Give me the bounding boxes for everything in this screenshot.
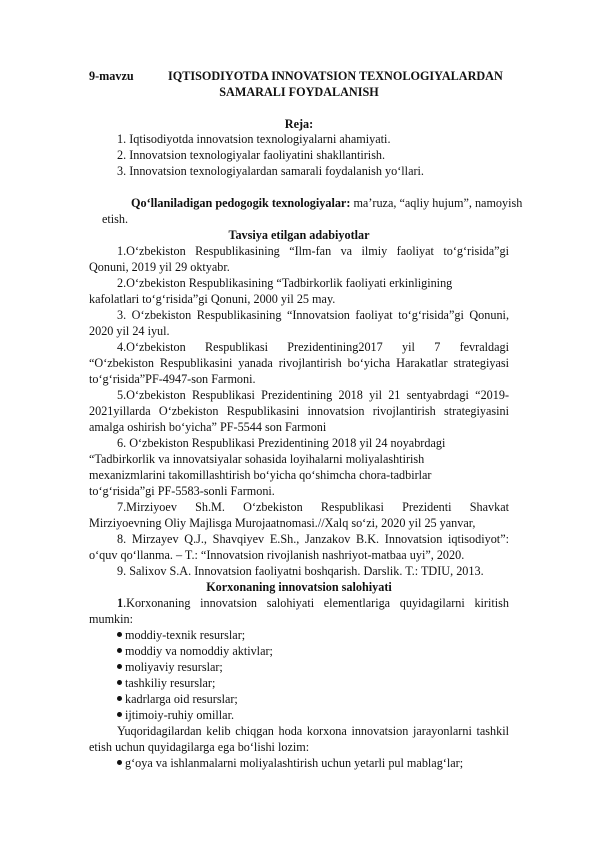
list-item (117, 756, 463, 771)
list-item-text: ijtimoiy-ruhiy omillar. (125, 708, 235, 722)
lit-line: mexanizmlarini takomillashtirish bo‘yicha qo‘shimcha chora-tadbirlar (89, 468, 432, 482)
section-heading: Korxonaning innovatsion salohiyati (206, 580, 392, 594)
list-item (117, 692, 238, 707)
lit-line: 2021yillarda O‘zbekiston Respublikasini innovatsion rivojlantirish strategiyasini (89, 404, 509, 418)
list-item (117, 708, 234, 723)
literature-heading: Tavsiya etilgan adabiyotlar (228, 228, 370, 242)
lit-line: Qonuni, 2019 yil 29 oktyabr. (89, 260, 230, 274)
lit-line: amalga oshirish bo‘yicha” PF-5544 son Farmoni (89, 420, 327, 434)
bullet-icon (117, 696, 122, 701)
topic-title-line1: IQTISODIYOTDA INNOVATSION TEXNOLOGIYALARDAN (168, 69, 503, 83)
pedagogy-text: ma’ruza, “aqliy hujum”, namoyish (350, 196, 523, 210)
plan-item-3: 3. Innovatsion texnologiyalardan samarali foydalanish yo‘llari. (117, 164, 424, 178)
list-item-text: moddiy-texnik resurslar; (125, 628, 246, 642)
bullet-icon (117, 632, 122, 637)
bullet-icon (117, 712, 122, 717)
lit-line: “O‘zbekiston Respublikasini yanada rivojlantirish bo‘yicha Harakatlar strategiyasi (89, 356, 509, 370)
section-para-line-1: Yuqoridagilardan kelib chiqgan hoda korxona innovatsion jarayonlarni tashkil (117, 724, 509, 738)
lit-line: 4.O‘zbekiston Respublikasi Prezidentining2017 yil 7 fevraldagi (117, 340, 509, 354)
lit-line: 2.O‘zbekiston Respublikasining “Tadbirkorlik faoliyati erkinligining (117, 276, 453, 290)
bullet-icon (117, 648, 122, 653)
plan-heading: Reja: (284, 117, 314, 131)
list-item-text: tashkiliy resurslar; (125, 676, 216, 690)
list-item-text: kadrlarga oid resurslar; (125, 692, 238, 706)
section-para-line-2: etish uchun quyidagilarga ega bo‘lishi lozim: (89, 740, 310, 754)
lit-line: 5.O‘zbekiston Respublikasi Prezidentining 2018 yil 21 sentyabrdagi “2019- (117, 388, 509, 402)
bullet-icon (117, 664, 122, 669)
lit-line: 1.O‘zbekiston Respublikasining “Ilm-fan va ilmiy faoliyat to‘g‘risida”gi (117, 244, 509, 258)
topic-title-line2: SAMARALI FOYDALANISH (219, 85, 379, 99)
list-item-text: moddiy va nomoddiy aktivlar; (125, 644, 273, 658)
lit-line: 9. Salixov S.A. Innovatsion faoliyatni boshqarish. Darslik. T.: TDIU, 2013. (117, 564, 484, 578)
list-item-text: moliyaviy resurslar; (125, 660, 223, 674)
lit-line: Mirziyoevning Oliy Majlisga Murojaatnomasi.//Xalq so‘zi, 2020 yil 25 yanvar, (89, 516, 476, 530)
topic-number: 9-mavzu (89, 69, 134, 83)
lit-line: “Tadbirkorlik va innovatsiyalar sohasida loyihalarni moliyalashtirish (89, 452, 425, 466)
lit-line: 3. O‘zbekiston Respublikasining “Innovatsion faoliyat to‘g‘risida”gi Qonuni, (117, 308, 509, 322)
lit-line: 8. Mirzayev Q.J., Shavqiyev E.Sh., Janzakov B.K. Innovatsion iqtisodiyot”: (117, 532, 509, 546)
pedagogy-line-2: etish. (102, 212, 129, 226)
section-intro-line-1 (117, 596, 509, 611)
section-intro-line-2: mumkin: (89, 612, 134, 626)
list-item (117, 628, 245, 643)
bullet-icon (117, 680, 122, 685)
plan-item-2: 2. Innovatsion texnologiyalar faoliyatini shakllantirish. (117, 148, 386, 162)
intro-text: .Korxonaning innovatsion salohiyati elementlariga quyidagilarni kiritish (123, 596, 509, 610)
lit-line: 7.Mirziyoev Sh.M. O‘zbekiston Respublikasi Prezidenti Shavkat (117, 500, 509, 514)
lit-line: o‘quv qo‘llanma. – T.: “Innovatsion rivojlanish nashriyot-matbaa uyi”, 2020. (89, 548, 465, 562)
lit-line: 6. O‘zbekiston Respublikasi Prezidentining 2018 yil 24 noyabrdagi (117, 436, 446, 450)
lit-line: to‘g‘risida”PF-4947-son Farmoni. (89, 372, 256, 386)
pedagogy-line-1 (131, 196, 551, 211)
bullet-icon (117, 760, 122, 765)
lit-line: to‘g‘risida”gi PF-5583-sonli Farmoni. (89, 484, 275, 498)
lit-line: 2020 yil 24 iyul. (89, 324, 170, 338)
list-item (117, 644, 273, 659)
plan-item-1: 1. Iqtisodiyotda innovatsion texnologiyalarni ahamiyati. (117, 132, 391, 146)
intro-number: 1 (117, 596, 124, 610)
lit-line: kafolatlari to‘g‘risida”gi Qonuni, 2000 yil 25 may. (89, 292, 336, 306)
list-item (117, 676, 215, 691)
list-item-text: g‘oya va ishlanmalarni moliyalashtirish uchun yetarli pul mablag‘lar; (125, 756, 464, 770)
pedagogy-label: Qo‘llaniladigan pedogogik texnologiyalar: (131, 196, 351, 210)
list-item (117, 660, 223, 675)
